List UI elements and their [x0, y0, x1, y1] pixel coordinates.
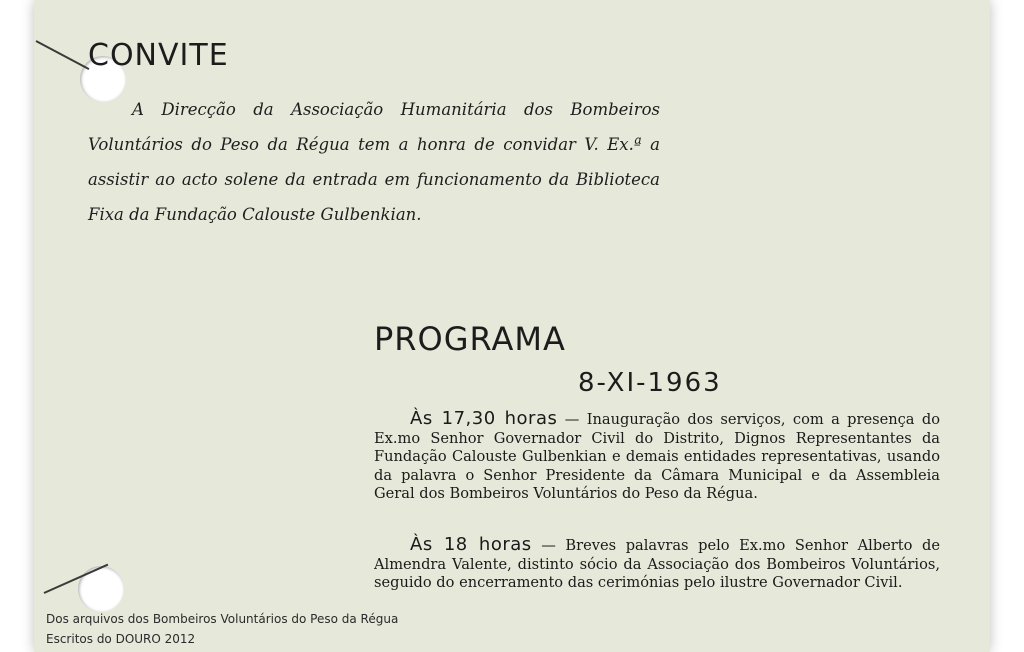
invitation-title: CONVITE — [88, 38, 229, 73]
program-item — [374, 536, 940, 593]
program-item-time: Às 17,30 horas — [410, 408, 558, 429]
program-date: 8-XI-1963 — [578, 368, 722, 398]
program-item-text: — Breves palavras pelo Ex.mo Senhor Alberto de Almendra Valente, distinto sócio da Associação dos Bombeiros Voluntários, seguido do encerramento das cerimónias pelo ilustre Governador Civil. — [374, 537, 940, 591]
source-caption: Dos arquivos dos Bombeiros Voluntários do Peso da Régua — [46, 612, 399, 626]
program-title: PROGRAMA — [374, 320, 566, 358]
program-item-time: Às 18 horas — [410, 534, 532, 555]
invitation-text — [88, 92, 660, 232]
program-item — [374, 410, 940, 504]
tear-mark-top — [36, 40, 90, 70]
invitation-body: A Direcção da Associação Humanitária dos Bombeiros Voluntários do Peso da Régua tem a honra de convidar V. Ex.ª a assistir ao acto solene da entrada em funcionamento da Biblioteca Fixa da Fundação Calouste Gulbenkian. — [88, 100, 660, 224]
source-caption-year: Escritos do DOURO 2012 — [46, 632, 196, 646]
program-item-text: — Inauguração dos serviços, com a presença do Ex.mo Senhor Governador Civil do Distrito, Dignos Representantes da Fundação Calouste Gulbenkian e demais entidades representativas, usando da palavra o Senhor Presidente da Câmara Municipal e da Assembleia Geral dos Bombeiros Voluntários do Peso da Régua. — [374, 411, 940, 502]
